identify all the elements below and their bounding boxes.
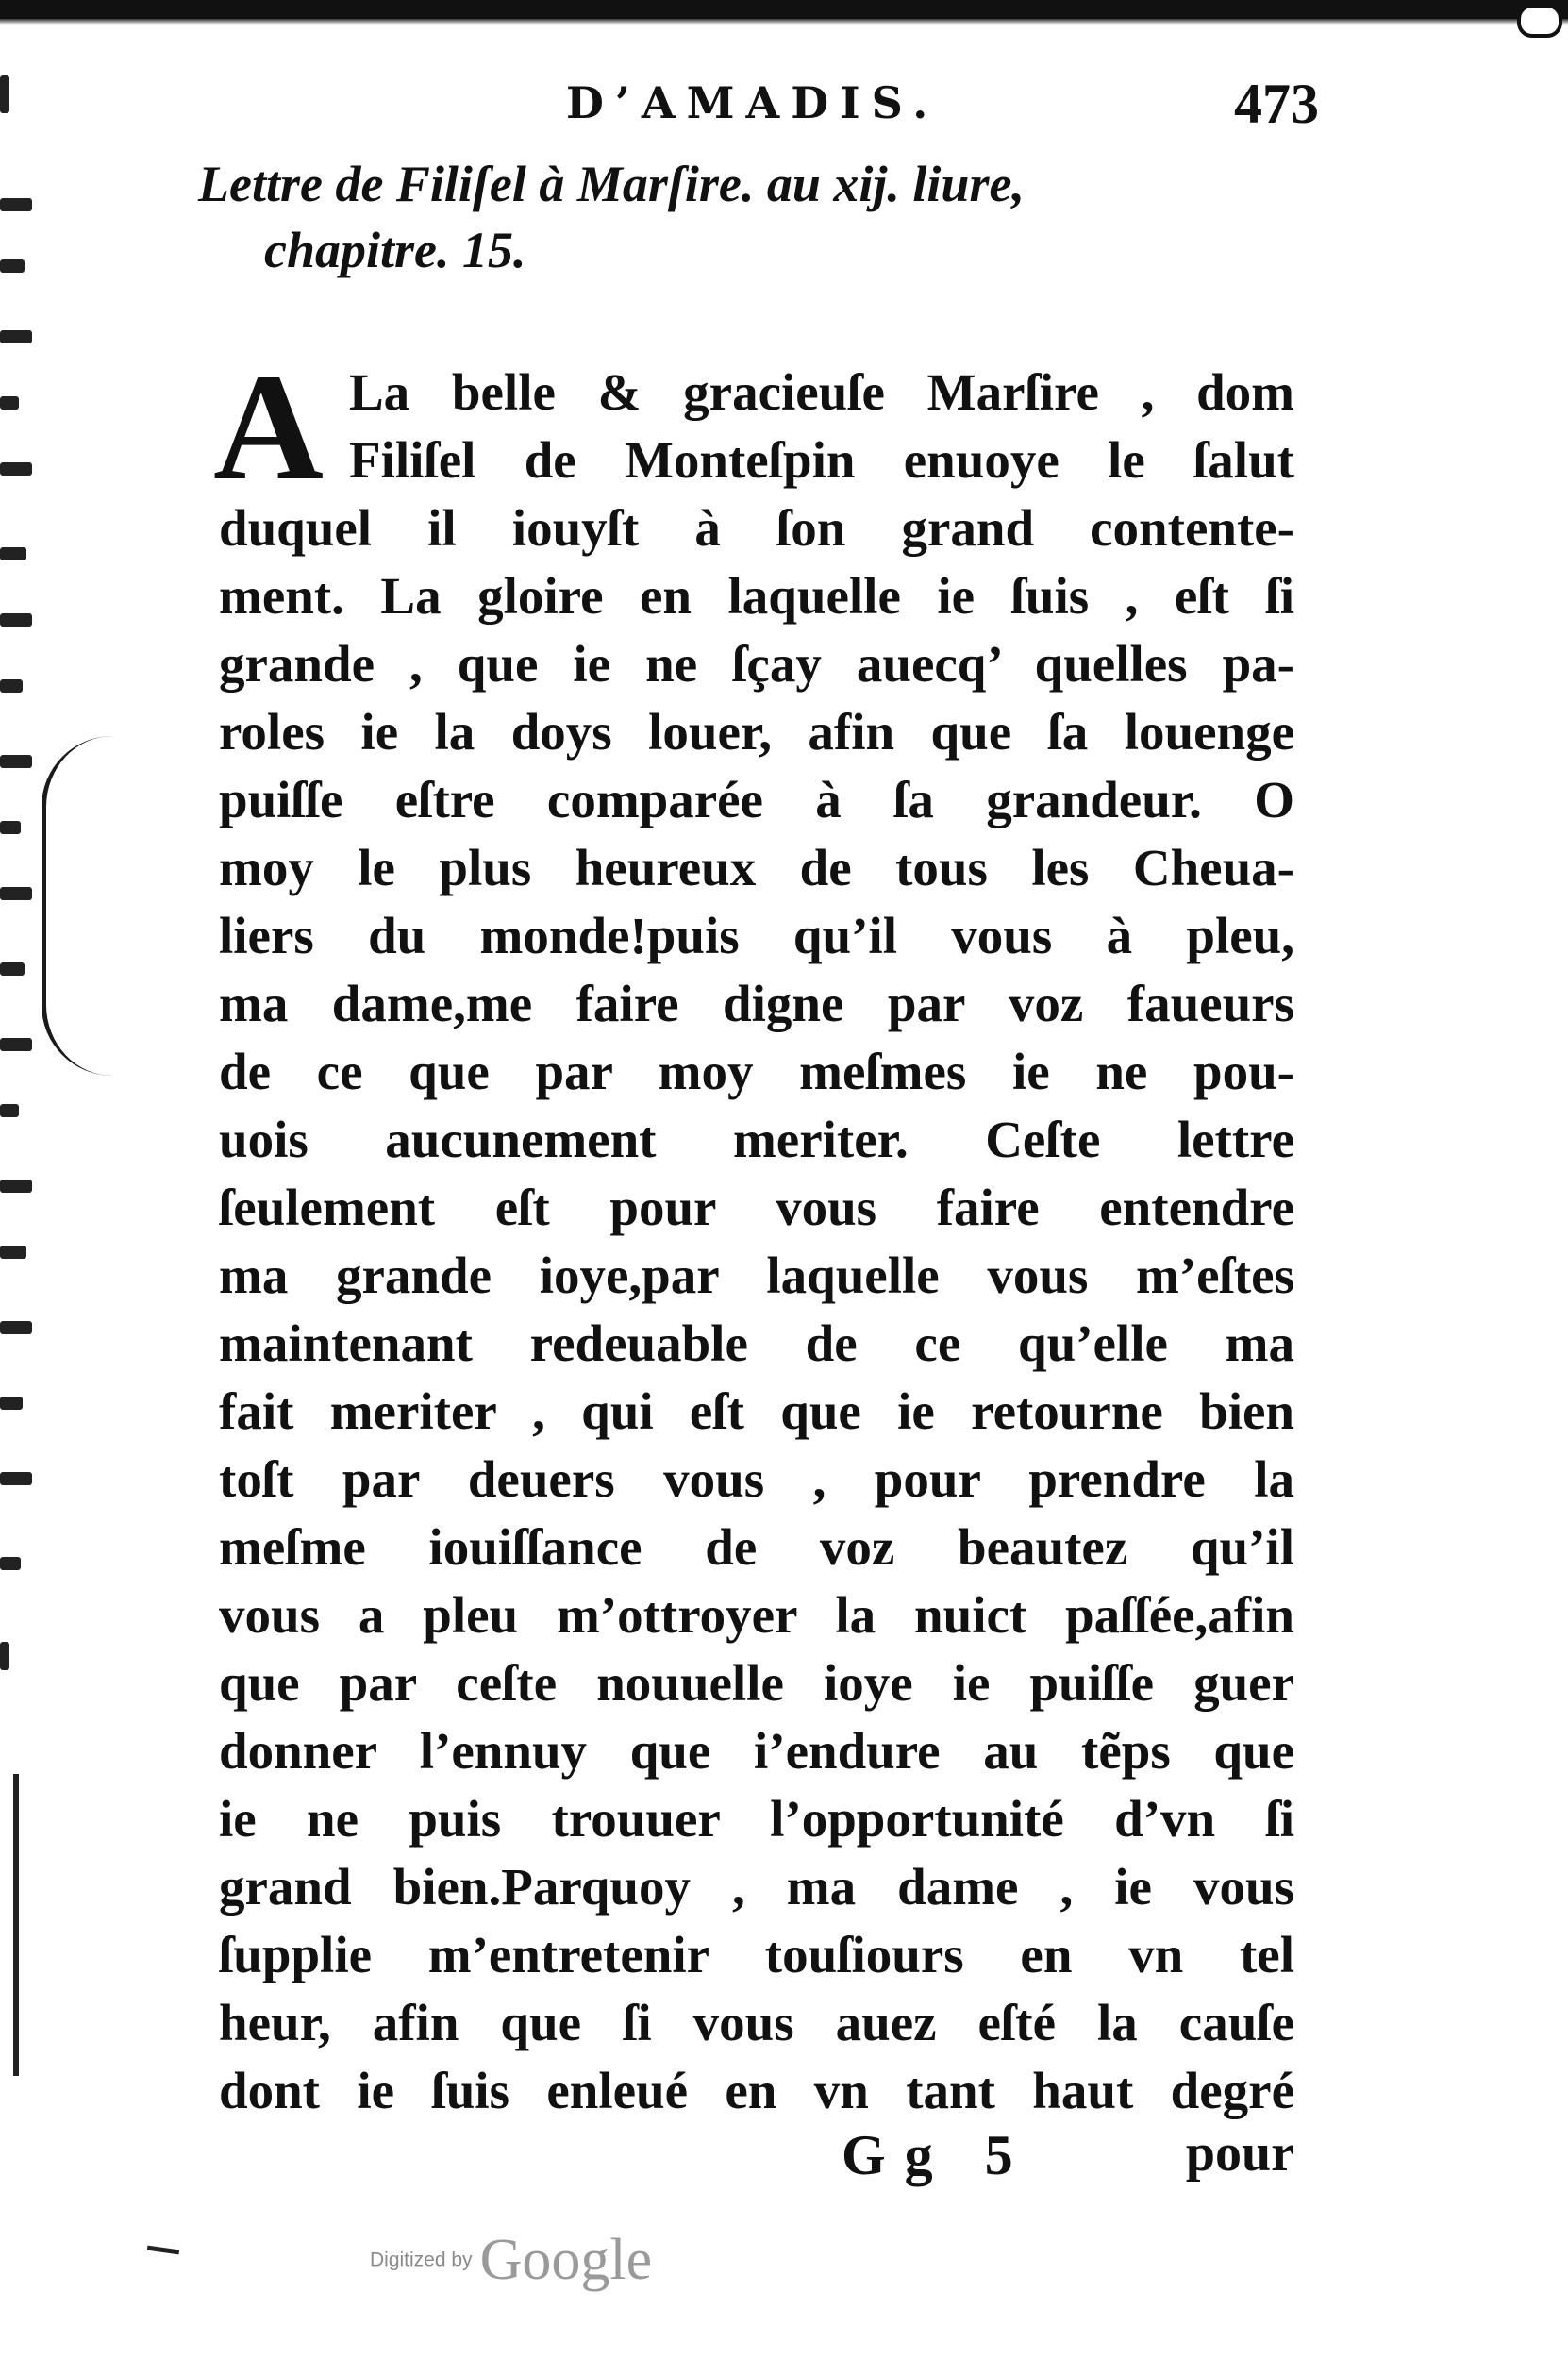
- text-line: maintenant redeuable de ce qu’elle ma: [219, 1314, 1294, 1372]
- gutter-mark: [0, 1180, 32, 1193]
- letter-body: [213, 343, 1294, 2125]
- digitized-watermark: [370, 2227, 652, 2302]
- scan-corner-mark: [1517, 4, 1562, 38]
- text-line: liers du monde!puis qu’il vous à pleu,: [219, 907, 1294, 964]
- gutter-mark: [0, 1038, 32, 1051]
- text-line: ma grande ioye,par laquelle vous m’eſtes: [219, 1246, 1294, 1304]
- gutter-mark: [0, 198, 32, 211]
- gutter-mark: [0, 547, 26, 560]
- gutter-mark: [0, 1472, 32, 1485]
- running-head: D’AMADIS.: [566, 77, 940, 128]
- gutter-mark: [0, 613, 32, 627]
- gutter-mark: [0, 1397, 23, 1410]
- text-line: ma dame,me faire digne par voz faueurs: [219, 975, 1294, 1032]
- text-line: roles ie la doys louer, afin que ſa louenge: [219, 703, 1294, 761]
- letter-heading: [198, 151, 1283, 283]
- text-line: La belle & gracieuſe Marſire , dom: [349, 363, 1294, 421]
- heading-line: Lettre de Filiſel à Marſire. au xij. liure,: [198, 156, 1025, 212]
- digitized-by-label: Digitized by: [370, 2249, 473, 2271]
- page-curl-shadow: [42, 736, 112, 1076]
- drop-cap: A: [213, 343, 324, 512]
- text-line: de ce que par moy meſmes ie ne pou-: [219, 1043, 1294, 1100]
- heading-line: chapitre. 15.: [264, 222, 526, 278]
- gutter-mark: [0, 1321, 32, 1334]
- gutter-mark: [0, 962, 25, 976]
- text-line: dont ie ſuis enleué en vn tant haut degré: [219, 2062, 1294, 2119]
- text-line: donner l’ennuy que i’endure au tẽps que: [219, 1722, 1294, 1780]
- text-line: heur, afin que ſi vous auez eſté la cauſe: [219, 1994, 1294, 2051]
- signature-mark: Gg 5: [842, 2124, 1032, 2186]
- google-logo: Google: [479, 2228, 653, 2292]
- scan-top-border: [0, 0, 1568, 19]
- text-line: meſme iouiſſance de voz beautez qu’il: [219, 1518, 1294, 1576]
- text-line: toſt par deuers vous , pour prendre la: [219, 1450, 1294, 1508]
- text-line: grand bien.Parquoy , ma dame , ie vous: [219, 1858, 1294, 1916]
- gutter-mark: [0, 259, 25, 273]
- page-footer: [219, 2123, 1294, 2199]
- left-gutter-bleed: [0, 57, 45, 1982]
- text-line: puiſſe eſtre comparée à ſa grandeur. O: [219, 771, 1294, 828]
- text-line: ment. La gloire en laquelle ie ſuis , eſt ſi: [219, 567, 1294, 625]
- catchword: pour: [1185, 2124, 1294, 2183]
- text-line: ſeulement eſt pour vous faire entendre: [219, 1179, 1294, 1236]
- gutter-mark: [0, 462, 32, 476]
- gutter-edge-line: [13, 1774, 19, 2076]
- text-line: duquel il iouyſt à ſon grand contente-: [219, 499, 1294, 557]
- gutter-mark: [0, 396, 19, 410]
- gutter-mark: [0, 330, 32, 343]
- text-line: ie ne puis trouuer l’opportunité d’vn ſi: [219, 1790, 1294, 1848]
- text-line: uois aucunement meriter. Ceſte lettre: [219, 1111, 1294, 1168]
- gutter-mark: [0, 1557, 21, 1570]
- text-line: Filiſel de Monteſpin enuoye le ſalut: [349, 431, 1294, 489]
- scan-top-border-edge: [0, 19, 1568, 25]
- gutter-mark: [0, 887, 32, 900]
- page-number: 473: [1234, 73, 1319, 135]
- text-line: moy le plus heureux de tous les Cheua-: [219, 839, 1294, 896]
- gutter-mark: [0, 1642, 9, 1670]
- gutter-mark: [0, 1246, 26, 1259]
- gutter-mark: [0, 1104, 19, 1117]
- stray-ink-mark: [147, 2246, 179, 2255]
- text-line: fait meriter , qui eſt que ie retourne bien: [219, 1382, 1294, 1440]
- gutter-mark: [0, 75, 9, 113]
- text-line: grande , que ie ne ſçay auecq’ quelles pa-: [219, 635, 1294, 693]
- text-line: ſupplie m’entretenir touſiours en vn tel: [219, 1926, 1294, 1983]
- gutter-mark: [0, 679, 23, 693]
- gutter-mark: [0, 755, 32, 768]
- text-line: vous a pleu m’ottroyer la nuict paſſée,afin: [219, 1586, 1294, 1644]
- text-line: que par ceſte nouuelle ioye ie puiſſe guer: [219, 1654, 1294, 1712]
- gutter-mark: [0, 821, 21, 834]
